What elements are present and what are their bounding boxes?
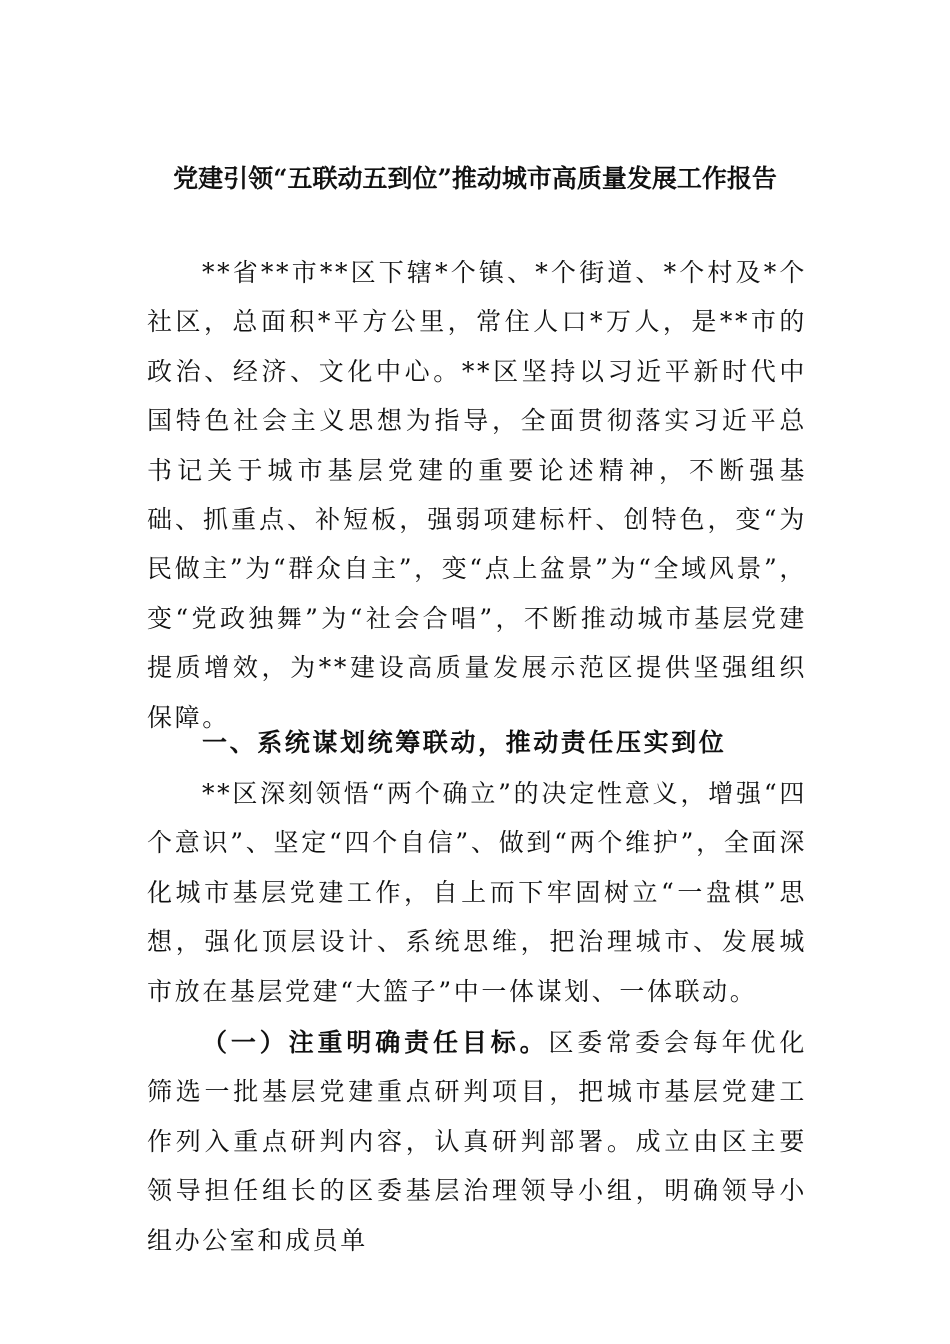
document-title: 党建引领“五联动五到位”推动城市高质量发展工作报告 — [173, 164, 777, 193]
subsection-lead: （一）注重明确责任目标。 — [202, 1028, 549, 1057]
paragraph-subsection-1 — [147, 1018, 807, 1265]
paragraph-section-1: **区深刻领悟“两个确立”的决定性意义，增强“四个意识”、坚定“四个自信”、做到“两个维护”，全面深化城市基层党建工作，自上而下牢固树立“一盘棋”思想，强化顶层设计、系统思维，把治理城市、发展城市放在基层党建“大篮子”中一体谋划、一体联动。 — [147, 779, 807, 1006]
subsection-body: 区委常委会每年优化筛选一批基层党建重点研判项目，把城市基层党建工作列入重点研判内容，认真研判部署。成立由区主要领导担任组长的区委基层治理领导小组，明确领导小组办公室和成员单 — [147, 1028, 807, 1255]
paragraph-intro: **省**市**区下辖*个镇、*个街道、*个村及*个社区，总面积*平方公里，常住人口*万人，是**市的政治、经济、文化中心。**区坚持以习近平新时代中国特色社会主义思想为指导，全面贯彻落实习近平总书记关于城市基层党建的重要论述精神，不断强基础、抓重点、补短板，强弱项建标杆、创特色，变“为民做主”为“群众自主”，变“点上盆景”为“全域风景”，变“党政独舞”为“社会合唱”，不断推动城市基层党建提质增效，为**建设高质量发展示范区提供坚强组织保障。 — [147, 258, 807, 732]
section-heading-1: 一、系统谋划统筹联动，推动责任压实到位 — [202, 728, 727, 757]
